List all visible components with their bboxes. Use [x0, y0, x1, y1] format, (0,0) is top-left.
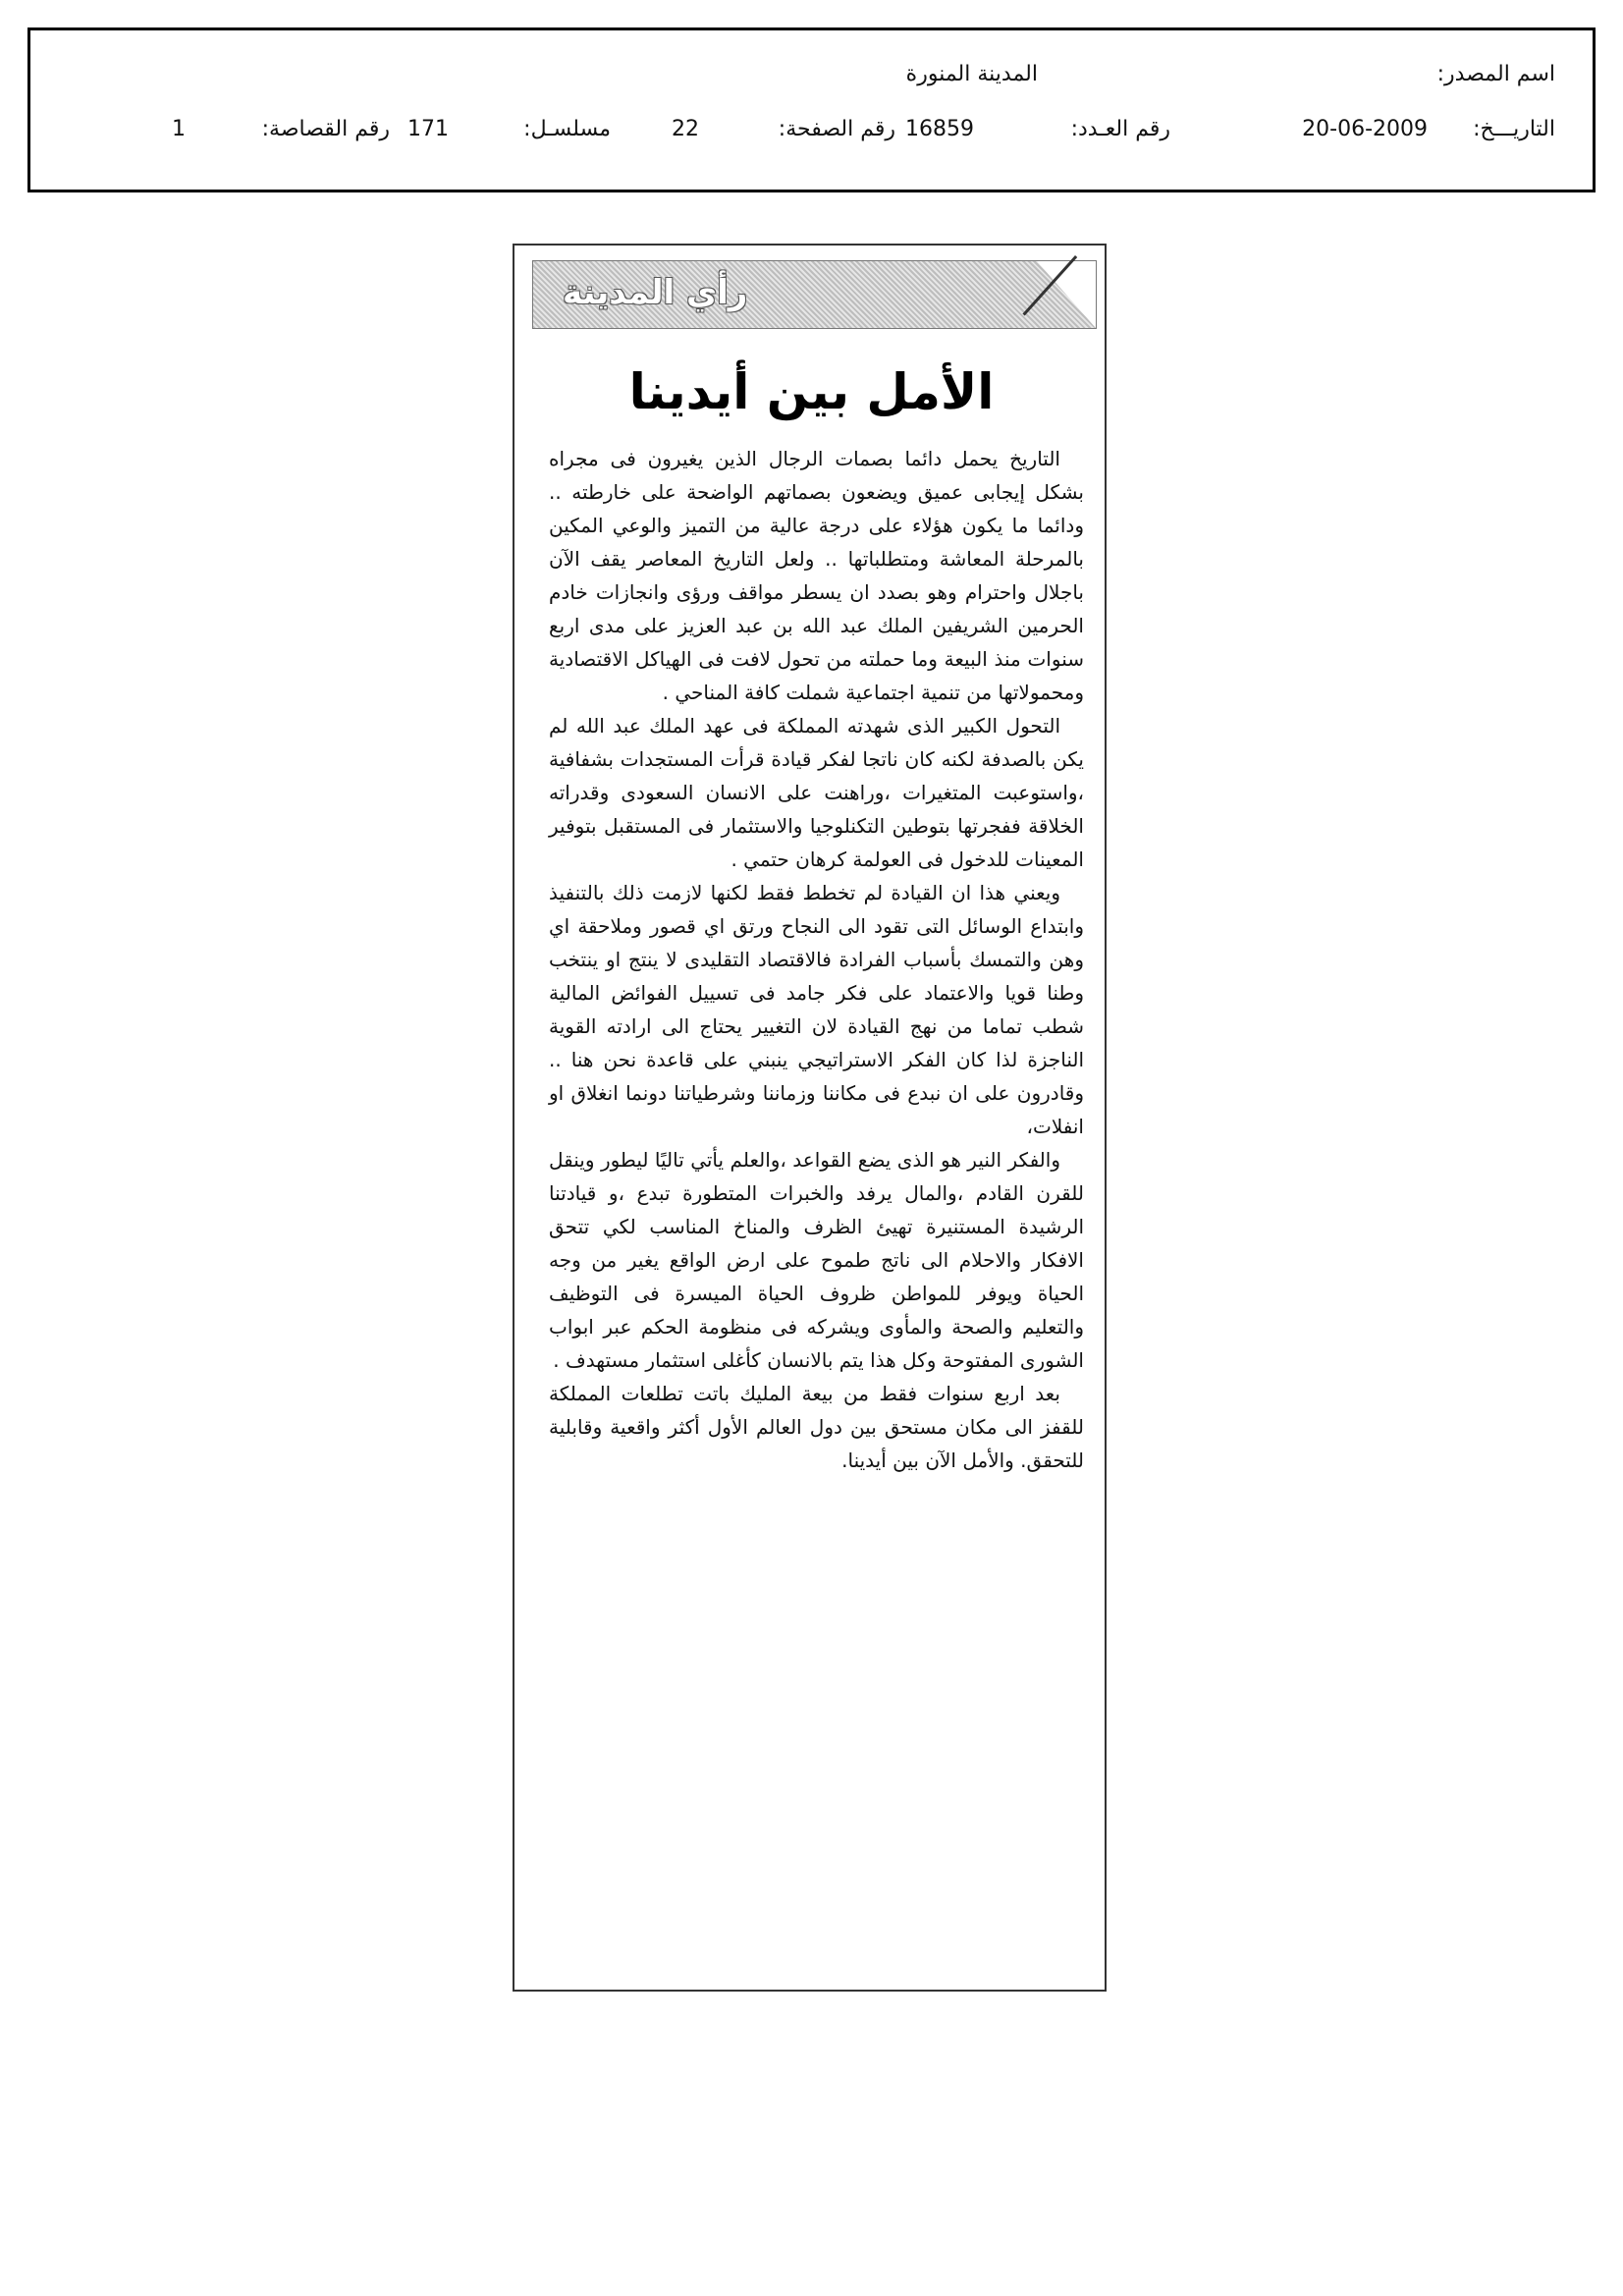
page-label: رقم الصفحة:	[778, 117, 895, 141]
source-label: اسم المصدر:	[1436, 62, 1555, 86]
serial-value: 171	[407, 117, 449, 141]
article-paragraph: التاريخ يحمل دائما بصمات الرجال الذين يغيرون فى مجراه بشكل إيجابى عميق ويضعون بصماتهم الواضحة على خارطته .. ودائما ما يكون هؤلاء على درجة عالية من التميز والوعي المكين بالمرحلة المعاشة ومتطلباتها .. ولعل التاريخ المعاصر يقف الآن باجلال واحترام وهو بصدد ان يسطر مواقف ورؤى وانجازات خادم الحرمين الشريفين الملك عبد الله بن عبد العزيز على مدى اربع سنوات منذ البيعة وما حملته من تحول لافت فى الهياكل الاقتصادية ومحمولاتها من تنمية اجتماعية شملت كافة المناحي .	[549, 447, 1084, 704]
section-banner	[532, 260, 1097, 329]
source-value: المدينة المنورة	[905, 62, 1038, 86]
article-paragraph: بعد اربع سنوات فقط من بيعة المليك باتت تطلعات المملكة للقفز الى مكان مستحق بين دول العالم الأول أكثر واقعية وقابلية للتحقق. والأمل الآن بين أيدينا.	[549, 1382, 1084, 1472]
clip-label: رقم القصاصة:	[261, 117, 390, 141]
page-value: 22	[672, 117, 699, 141]
banner-corner	[1037, 261, 1096, 328]
clip-value: 1	[172, 117, 186, 141]
serial-label: مسلسـل:	[523, 117, 611, 141]
section-title: رأي المدينة	[563, 273, 748, 312]
clipping-header	[27, 27, 1596, 192]
article-paragraph: التحول الكبير الذى شهدته المملكة فى عهد الملك عبد الله لم يكن بالصدفة لكنه كان ناتجا لفكر قيادة قرأت المستجدات بشفافية ،واستوعبت المتغيرات ،وراهنت على الانسان السعودى وقدراته الخلاقة ففجرتها بتوطين التكنلوجيا والاستثمار فى المستقبل بتوفير المعينات للدخول فى العولمة كرهان حتمي .	[549, 714, 1084, 871]
article-headline: الأمل بين أيدينا	[628, 363, 995, 420]
date-value: 20-06-2009	[1302, 117, 1428, 141]
date-label: التاريـــخ:	[1473, 117, 1555, 141]
issue-value: 16859	[905, 117, 974, 141]
article-paragraph: ويعني هذا ان القيادة لم تخطط فقط لكنها لازمت ذلك بالتنفيذ وابتداع الوسائل التى تقود الى النجاح ورتق اي قصور وملاحقة اي وهن والتمسك بأسباب الفرادة فالاقتصاد التقليدى لا ينتج او ينتخب وطنا قويا والاعتماد على فكر جامد فى تسييل الفوائض المالية شطب تماما من نهج القيادة لان التغيير يحتاج الى ارادته القوية الناجزة لذا كان الفكر الاستراتيجي ينبني على قاعدة نحن هنا .. وقادرون على ان نبدع فى مكاننا وزماننا وشرطياتنا دونما انغلاق او انفلات،	[549, 881, 1084, 1138]
article-body	[549, 442, 1084, 1477]
article-clipping	[513, 244, 1107, 1992]
issue-label: رقم العـدد:	[1070, 117, 1170, 141]
article-paragraph: والفكر النير هو الذى يضع القواعد ،والعلم يأتي تاليًا ليطور وينقل للقرن القادم ،والمال يرفد والخبرات المتطورة تبدع ،و قيادتنا الرشيدة المستنيرة تهيئ الظرف والمناخ المناسب لكي تتحق الافكار والاحلام الى ناتج طموح على ارض الواقع يغير من وجه الحياة ويوفر للمواطن ظروف الحياة الميسرة فى التوظيف والتعليم والصحة والمأوى ويشركه فى منظومة الحكم عبر ابواب الشورى المفتوحة وكل هذا يتم بالانسان كأغلى استثمار مستهدف .	[549, 1148, 1084, 1372]
